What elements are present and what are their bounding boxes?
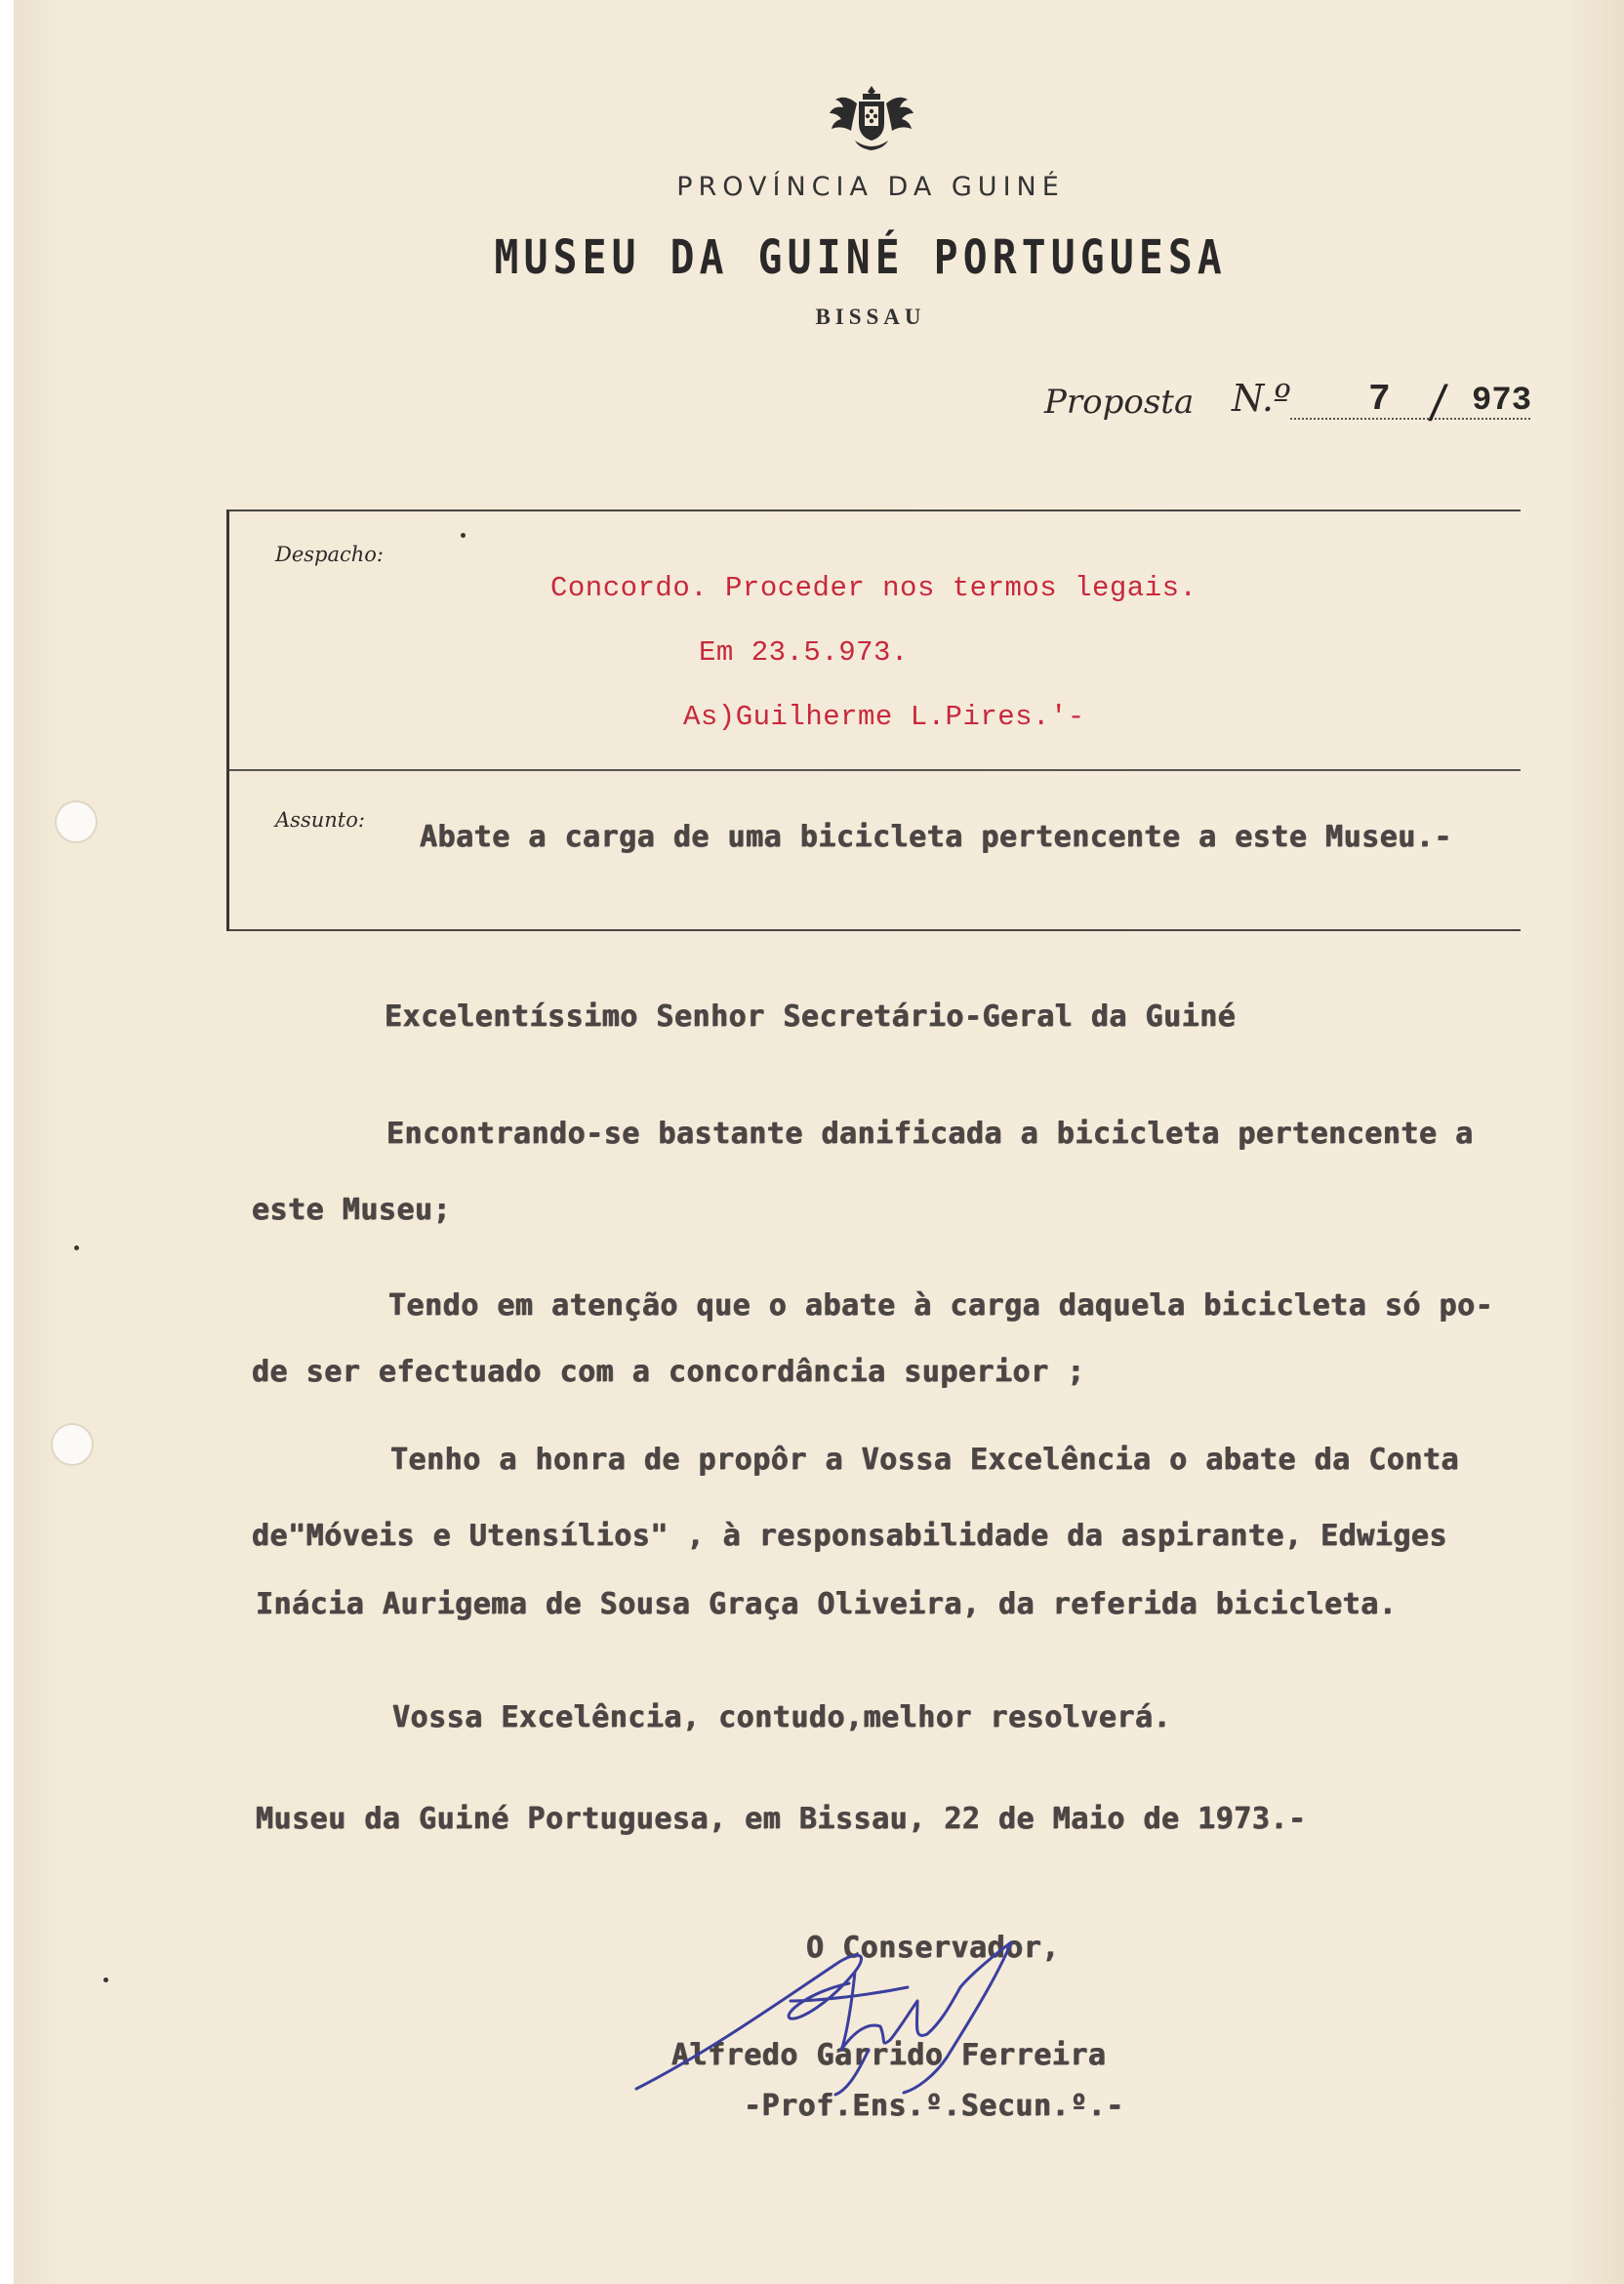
paragraph-3-line-3: Inácia Aurigema de Sousa Graça Oliveira, da referida bicicleta. [256,1587,1398,1621]
page-edge [0,0,14,2284]
number-label: N.º [1232,377,1291,420]
number-separator: / [1427,375,1450,428]
ink-speck [461,533,466,538]
punch-hole-top [55,800,98,843]
assunto-label: Assunto: [275,808,365,832]
place-and-date: Museu da Guiné Portuguesa, em Bissau, 22 de Maio de 1973.- [256,1802,1307,1836]
proposal-number: 7 [1368,379,1391,421]
despacho-signatory: As)Guilherme L.Pires.'- [683,701,1085,733]
assunto-text: Abate a carga de uma bicicleta pertencente a este Museu.- [420,820,1453,854]
despacho-date: Em 23.5.973. [699,636,909,669]
signatory-name: Alfredo Garrido Ferreira [671,2038,1107,2072]
ink-speck [74,1245,79,1250]
paragraph-2-line-1: Tendo em atenção que o abate à carga daquela bicicleta só po- [388,1288,1494,1323]
salutation: Excelentíssimo Senhor Secretário-Geral da Guiné [385,999,1237,1034]
form-box-top-rule [226,510,1521,511]
signatory-role: -Prof.Ens.º.Secun.º.- [744,2089,1124,2123]
paragraph-1-line-2: este Museu; [252,1193,452,1227]
form-box-bottom-rule [226,929,1521,931]
ink-speck [103,1978,108,1982]
proposal-label: Proposta [1044,383,1195,422]
paragraph-2-line-2: de ser efectuado com a concordância superior ; [252,1355,1085,1389]
form-box-middle-rule [226,769,1521,771]
paragraph-3-line-2: de"Móveis e Utensílios" , à responsabilidade da aspirante, Edwiges [252,1519,1448,1553]
institution-heading: MUSEU DA GUINÉ PORTUGUESA [494,230,1227,285]
signatory-title: O Conservador, [806,1931,1060,1965]
paragraph-1-line-1: Encontrando-se bastante danificada a bicicleta pertencente a [386,1117,1474,1151]
city-heading: BISSAU [815,305,926,329]
coat-of-arms-icon [826,82,917,154]
form-box-left-rule [226,510,229,931]
proposal-year: 973 [1472,383,1532,420]
punch-hole-bottom [51,1423,94,1466]
province-heading: PROVÍNCIA DA GUINÉ [676,172,1065,202]
paragraph-3-line-1: Tenho a honra de propôr a Vossa Excelência o abate da Conta [390,1443,1460,1477]
handwritten-signature [625,1933,1132,2099]
closing-line: Vossa Excelência, contudo,melhor resolverá. [392,1700,1172,1734]
despacho-decision: Concordo. Proceder nos termos legais. [550,572,1198,604]
despacho-label: Despacho: [275,543,385,566]
